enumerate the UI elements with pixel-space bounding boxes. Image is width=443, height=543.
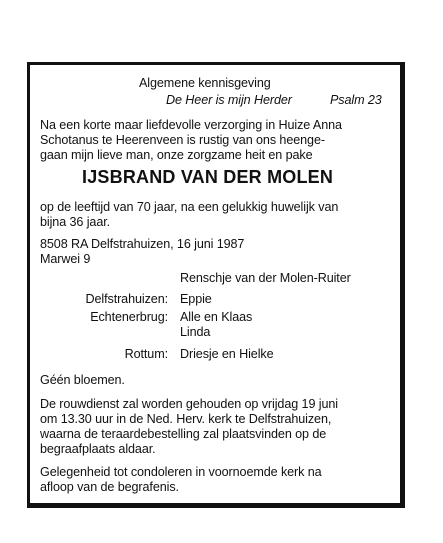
verse-reference: Psalm 23 — [330, 93, 382, 107]
condolence-line: afloop van de begrafenis. — [40, 480, 179, 494]
family-names: Driesje en Hielke — [180, 347, 274, 361]
death-notice — [27, 62, 405, 508]
service-line: waarna de teraardebestelling zal plaatsvinden op de — [40, 427, 327, 441]
intro-line: Na een korte maar liefdevolle verzorging in Huize Anna — [40, 118, 342, 132]
intro-line: Schotanus te Heerenveen is rustig van ons heenge- — [40, 133, 325, 147]
intro-line: gaan mijn lieve man, onze zorgzame heit en pake — [40, 148, 313, 162]
service-line: De rouwdienst zal worden gehouden op vrijdag 19 juni — [40, 397, 338, 411]
street-line: Marwei 9 — [40, 252, 91, 266]
condolence-line: Gelegenheid tot condoleren in voornoemde kerk na — [40, 465, 322, 479]
age-line: bijna 36 jaar. — [40, 215, 111, 229]
family-names: Eppie — [180, 292, 212, 306]
family-place: Delfstrahuizen: — [85, 292, 168, 306]
service-line: om 13.30 uur in de Ned. Herv. kerk te Delfstrahuizen, — [40, 412, 332, 426]
age-line: op de leeftijd van 70 jaar, na een gelukkig huwelijk van — [40, 200, 339, 214]
no-flowers-line: Géén bloemen. — [40, 373, 125, 387]
family-names: Alle en Klaas — [180, 310, 253, 324]
verse-text: De Heer is mijn Herder — [166, 93, 292, 107]
family-place: Echtenerbrug: — [90, 310, 168, 324]
deceased-name: IJSBRAND VAN DER MOLEN — [82, 167, 334, 187]
address-line: 8508 RA Delfstrahuizen, 16 juni 1987 — [40, 237, 245, 251]
family-names: Linda — [180, 325, 211, 339]
service-line: begraafplaats aldaar. — [40, 442, 156, 456]
family-place: Rottum: — [124, 347, 168, 361]
notice-header: Algemene kennisgeving — [139, 76, 271, 90]
widow-name: Renschje van der Molen-Ruiter — [180, 271, 351, 285]
